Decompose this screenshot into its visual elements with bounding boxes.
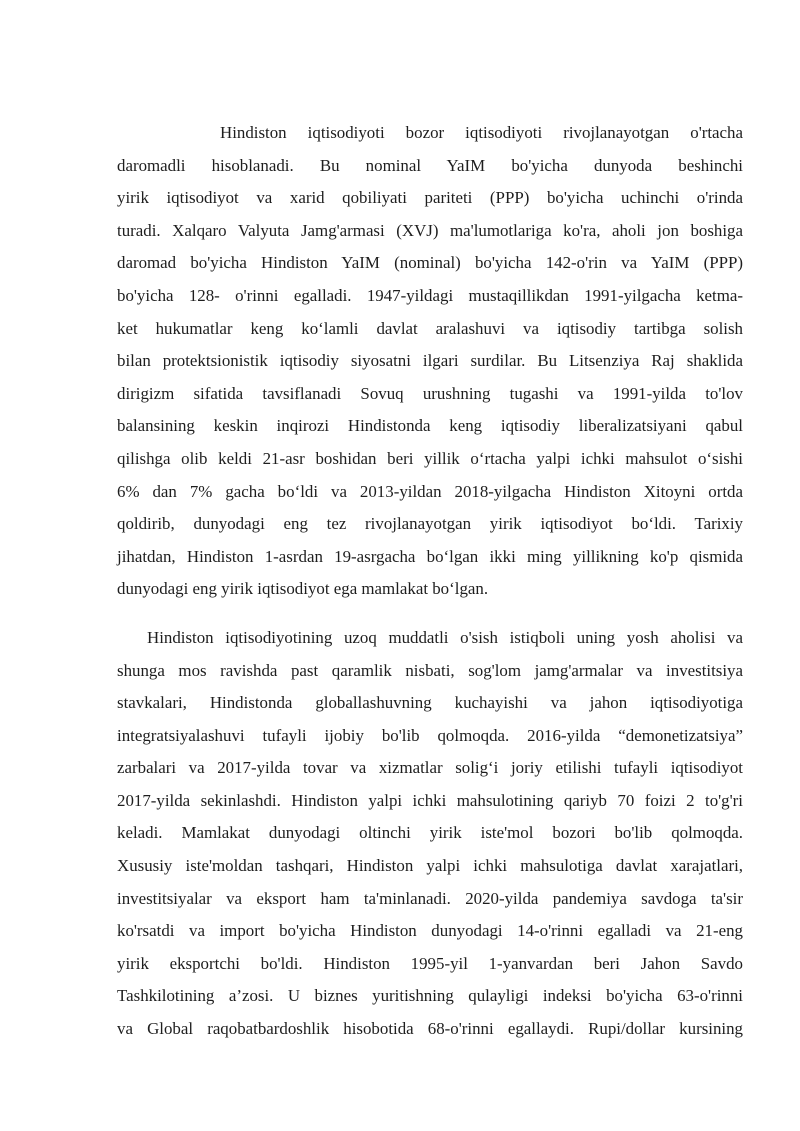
- text-line: va Global raqobatbardoshlik hisobotida 68-o'rinni egallaydi. Rupi/dollar kursining: [117, 1019, 743, 1039]
- text-line: keladi. Mamlakat dunyodagi oltinchi yirik iste'mol bozori bo'lib qolmoqda.: [117, 823, 743, 843]
- text-line: Hindiston iqtisodiyoti bozor iqtisodiyoti rivojlanayotgan o'rtacha: [220, 123, 743, 142]
- text-line: investitsiyalar va eksport ham ta'minlanadi. 2020-yilda pandemiya savdoga ta'sir: [117, 888, 743, 908]
- text-line: qilishga olib keldi 21-asr boshidan beri yillik o‘rtacha yalpi ichki mahsulot o‘sishi: [117, 448, 743, 468]
- text-line: Tashkilotining a’zosi. U biznes yuritishning qulayligi indeksi bo'yicha 63-o'rinni: [117, 986, 743, 1006]
- text-line: dunyodagi eng yirik iqtisodiyot ega mamlakat bo‘lgan.: [117, 579, 489, 599]
- text-line: integratsiyalashuvi tufayli ijobiy bo'lib qolmoqda. 2016-yilda “demonetizatsiya”: [117, 725, 743, 745]
- text-line: Hindiston iqtisodiyotining uzoq muddatli o'sish istiqboli uning yosh aholisi va: [147, 627, 743, 647]
- text-line: shunga mos ravishda past qaramlik nisbati, sog'lom jamg'armalar va investitsiya: [117, 660, 743, 680]
- text-line: balansining keskin inqirozi Hindistonda keng iqtisodiy liberalizatsiyani qabul: [117, 416, 743, 436]
- paragraph-2: [117, 622, 743, 1046]
- text-line: ko'rsatdi va import bo'yicha Hindiston dunyodagi 14-o'rinni egalladi va 21-eng: [117, 921, 743, 941]
- text-line: daromad bo'yicha Hindiston YaIM (nominal) bo'yicha 142-o'rin va YaIM (PPP): [117, 253, 743, 273]
- text-line: daromadli hisoblanadi. Bu nominal YaIM bo'yicha dunyoda beshinchi: [117, 155, 743, 175]
- text-line: stavkalari, Hindistonda globallashuvning kuchayishi va jahon iqtisodiyotiga: [117, 693, 743, 713]
- text-line: bilan protektsionistik iqtisodiy siyosatni ilgari surdilar. Bu Litsenziya Raj shaklida: [117, 351, 743, 371]
- text-line: Xususiy iste'moldan tashqari, Hindiston yalpi ichki mahsulotiga davlat xarajatlari,: [117, 856, 743, 876]
- text-line: qoldirib, dunyodagi eng tez rivojlanayotgan yirik iqtisodiyot bo‘ldi. Tarixiy: [117, 514, 743, 534]
- text-line: zarbalari va 2017-yilda tovar va xizmatlar solig‘i joriy etilishi tufayli iqtisodiyot: [117, 758, 743, 778]
- paragraph-1: [117, 117, 743, 606]
- text-line: 2017-yilda sekinlashdi. Hindiston yalpi ichki mahsulotining qariyb 70 foizi 2 to'g'ri: [117, 790, 743, 810]
- text-line: jihatdan, Hindiston 1-asrdan 19-asrgacha bo‘lgan ikki ming yillikning ko'p qismida: [117, 546, 743, 566]
- text-line: yirik eksportchi bo'ldi. Hindiston 1995-yil 1-yanvardan beri Jahon Savdo: [117, 953, 743, 973]
- text-line: 6% dan 7% gacha bo‘ldi va 2013-yildan 2018-yilgacha Hindiston Xitoyni ortda: [117, 481, 743, 501]
- paragraph-gap: [117, 606, 743, 622]
- text-line: turadi. Xalqaro Valyuta Jamg'armasi (XVJ) ma'lumotlariga ko'ra, aholi jon boshiga: [117, 220, 743, 240]
- text-line: dirigizm sifatida tavsiflanadi Sovuq urushning tugashi va 1991-yilda to'lov: [117, 383, 743, 403]
- text-line: yirik iqtisodiyot va xarid qobiliyati pariteti (PPP) bo'yicha uchinchi o'rinda: [117, 188, 743, 208]
- text-line: bo'yicha 128- o'rinni egalladi. 1947-yildagi mustaqillikdan 1991-yilgacha ketma-: [117, 285, 743, 305]
- text-line: ket hukumatlar keng ko‘lamli davlat aralashuvi va iqtisodiy tartibga solish: [117, 318, 743, 338]
